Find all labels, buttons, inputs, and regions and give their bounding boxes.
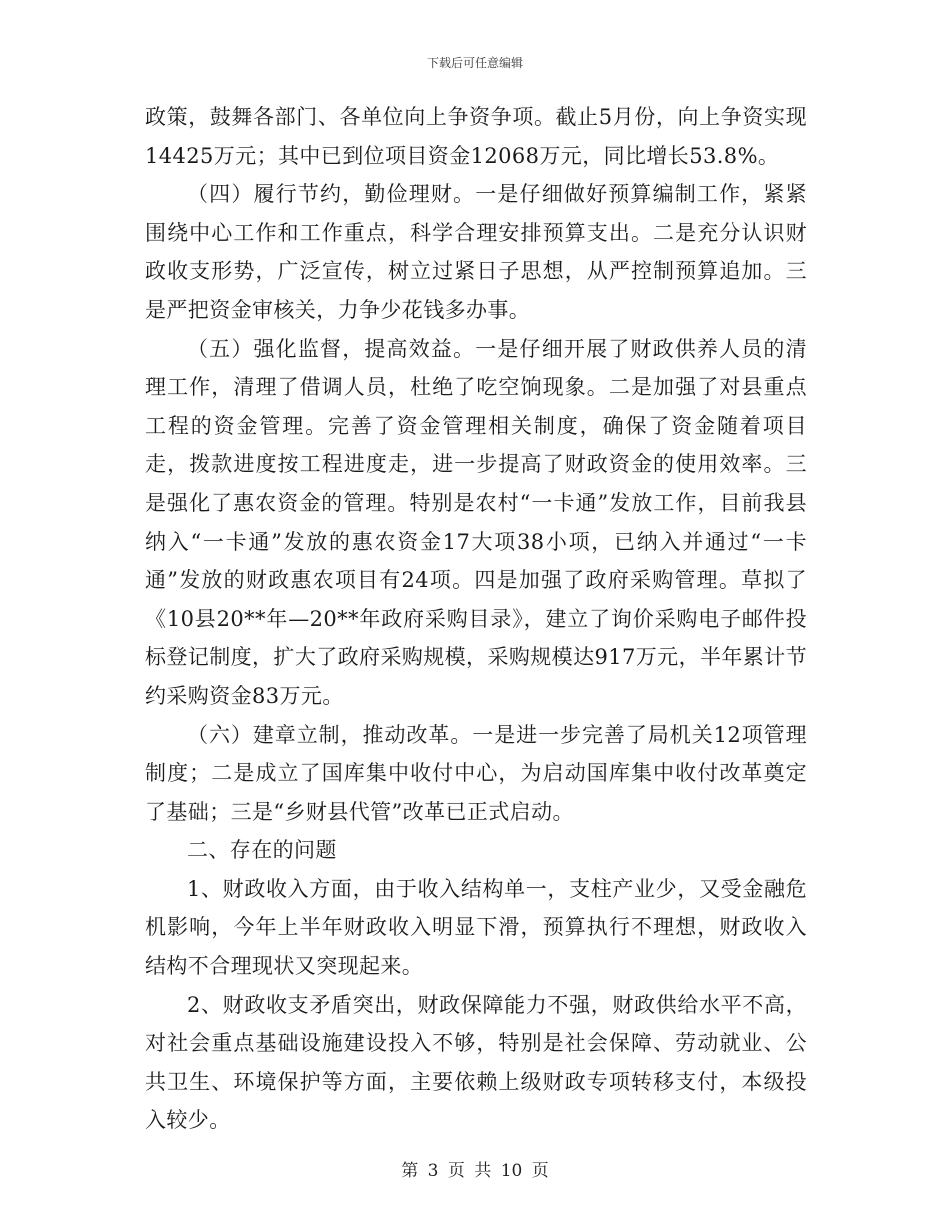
paragraph: 2、财政收支矛盾突出，财政保障能力不强，财政供给水平不高，对社会重点基础设施建设投入不够，特别是社会保障、劳动就业、公共卫生、环境保护等方面，主要依赖上级财政专项转移支付，本级投入较少。 — [145, 992, 807, 1133]
page-header: 下载后可任意编辑 — [426, 56, 523, 70]
page-number: 第 3 页 共 10 页 — [401, 1161, 549, 1181]
section-heading: 二、存在的问题 — [187, 838, 337, 863]
paragraph: 1、财政收入方面，由于收入结构单一，支柱产业少，又受金融危机影响，今年上半年财政收入明显下滑，预算执行不理想，财政收入结构不合理现状又突现起来。 — [145, 876, 807, 979]
paragraph: （五）强化监督，提高效益。一是仔细开展了财政供养人员的清理工作，清理了借调人员，杜绝了吃空饷现象。二是加强了对县重点工程的资金管理。完善了资金管理相关制度，确保了资金随着项目走，拨款进度按工程进度走，进一步提高了财政资金的使用效率。三是强化了惠农资金的管理。特别是农村“一卡通”发放工作，目前我县纳入“一卡通”发放的惠农资金17大项38小项，已纳入并通过“一卡通”发放的财政惠农项目有24项。四是加强了政府采购管理。草拟了《10县20**年—20**年政府采购目录》，建立了询价采购电子邮件投标登记制度，扩大了政府采购规模，采购规模达917万元，半年累计节约采购资金83万元。 — [145, 336, 807, 708]
paragraph: （六）建章立制，推动改革。一是进一步完善了局机关12项管理制度；二是成立了国库集中收付中心，为启动国库集中收付改革奠定了基础；三是“乡财县代管”改革已正式启动。 — [145, 722, 807, 824]
document-body — [145, 98, 807, 1140]
paragraph: 政策，鼓舞各部门、各单位向上争资争项。截止5月份，向上争资实现14425万元；其中已到位项目资金12068万元，同比增长53.8%。 — [145, 105, 807, 168]
paragraph: （四）履行节约，勤俭理财。一是仔细做好预算编制工作，紧紧围绕中心工作和工作重点，科学合理安排预算支出。二是充分认识财政收支形势，广泛宣传，树立过紧日子思想，从严控制预算追加。三是严把资金审核关，力争少花钱多办事。 — [145, 182, 807, 322]
